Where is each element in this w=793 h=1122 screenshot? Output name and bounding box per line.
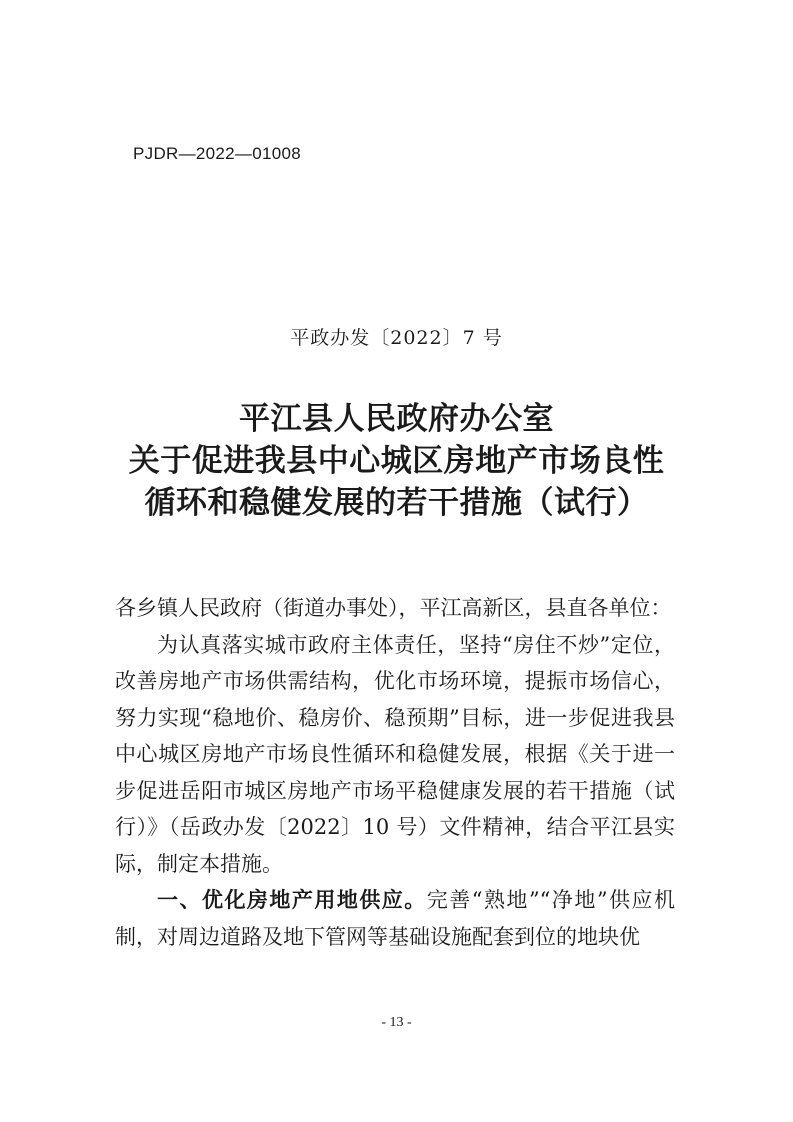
document-body: [115, 590, 675, 955]
title-line-2: 关于促进我县中心城区房地产市场良性: [128, 443, 665, 479]
document-number: 平政办发〔2022〕7 号: [290, 327, 503, 349]
document-code: PJDR—2022—01008: [133, 144, 301, 163]
title-line-3: 循环和稳健发展的若干措施（试行）: [144, 485, 649, 521]
section-1-text: 完善“熟地”“净地”供应机制，对周边道路及地下管网等基础设施配套到位的地块优: [115, 888, 675, 949]
salutation: 各乡镇人民政府（街道办事处），平江高新区，县直各单位：: [115, 596, 672, 620]
section-1-heading: 一、优化房地产用地供应。: [157, 888, 427, 912]
intro-paragraph: 为认真落实城市政府主体责任，坚持“房住不炒”定位，改善房地产市场供需结构，优化市场环境，提振市场信心，努力实现“稳地价、稳房价、稳预期”目标，进一步促进我县中心城区房地产市场良性循环和稳健发展，根据《关于进一步促进岳阳市城区房地产市场平稳健康发展的若干措施（试行）》（岳政办发〔2022〕10 号）文件精神，结合平江县实际，制定本措施。: [115, 632, 675, 876]
section-1-paragraph: [115, 882, 675, 955]
title-line-1: 平江县人民政府办公室: [239, 401, 554, 437]
document-title: [0, 398, 793, 524]
page-number: - 13 -: [381, 1015, 412, 1030]
